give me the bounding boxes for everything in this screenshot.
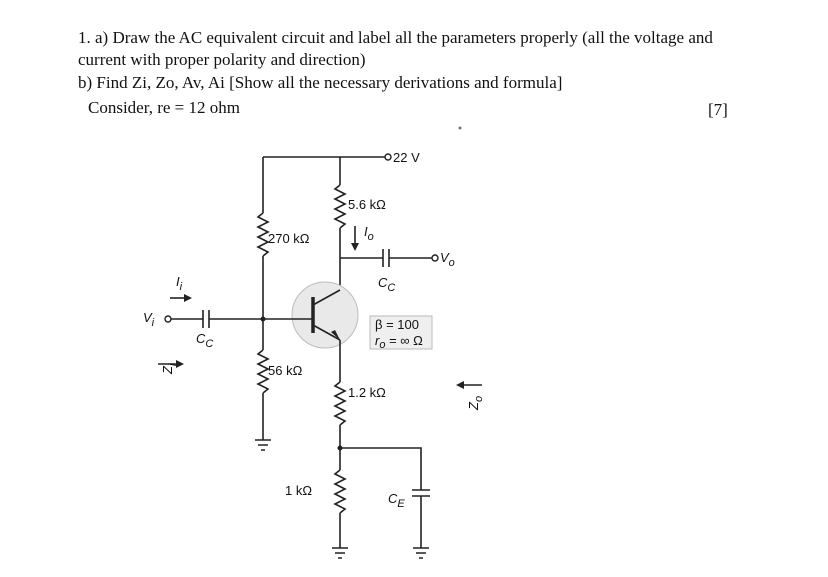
ground-symbol-re2	[332, 548, 348, 558]
ground-symbol-r2	[255, 440, 271, 450]
ii-label: $I_i$	[176, 274, 183, 293]
zo-label: $Z_o$	[466, 395, 485, 410]
question-line-2: current with proper polarity and direction)	[78, 50, 366, 69]
vo-label: $V_o$	[440, 250, 455, 269]
zi-label: $Z_i$	[160, 363, 179, 374]
resistor-rc	[335, 185, 345, 228]
cc-in-label: $C_C$	[196, 331, 214, 350]
r1-label: 270 kΩ	[268, 231, 310, 246]
marks-label: [7]	[708, 100, 728, 119]
r2-label: 56 kΩ	[268, 363, 303, 378]
rc-label: 5.6 kΩ	[348, 197, 386, 212]
re1-label: 1.2 kΩ	[348, 385, 386, 400]
vcc-terminal	[385, 154, 391, 160]
output-coupling-capacitor	[383, 249, 389, 267]
question-line-4: Consider, re = 12 ohm	[88, 98, 240, 117]
stray-dot	[459, 127, 462, 130]
re2-label: 1 kΩ	[285, 483, 313, 498]
transistor-body	[292, 282, 358, 348]
beta-label: β = 100	[375, 317, 419, 332]
vi-terminal	[165, 316, 171, 322]
question-line-3: b) Find Zi, Zo, Av, Ai [Show all the necessary derivations and formula]	[78, 73, 563, 92]
resistor-re1	[335, 382, 345, 425]
resistor-r1	[258, 213, 268, 256]
vo-terminal	[432, 255, 438, 261]
ro-label: $r_o$ = ∞ Ω	[375, 333, 423, 351]
ce-label: $C_E$	[388, 491, 405, 510]
resistor-r2	[258, 350, 268, 393]
io-label: $I_o$	[364, 224, 374, 243]
vi-label: $V_i$	[143, 310, 155, 329]
ground-symbol-ce	[413, 548, 429, 558]
bypass-capacitor-ce	[412, 490, 430, 496]
resistor-re2	[335, 470, 345, 513]
question-line-1: 1. a) Draw the AC equivalent circuit and label all the parameters properly (all the voltage and	[78, 28, 713, 47]
cc-out-label: $C_C$	[378, 275, 396, 294]
base-junction-dot	[261, 317, 266, 322]
vcc-label: 22 V	[393, 150, 420, 165]
input-coupling-capacitor	[203, 310, 209, 328]
